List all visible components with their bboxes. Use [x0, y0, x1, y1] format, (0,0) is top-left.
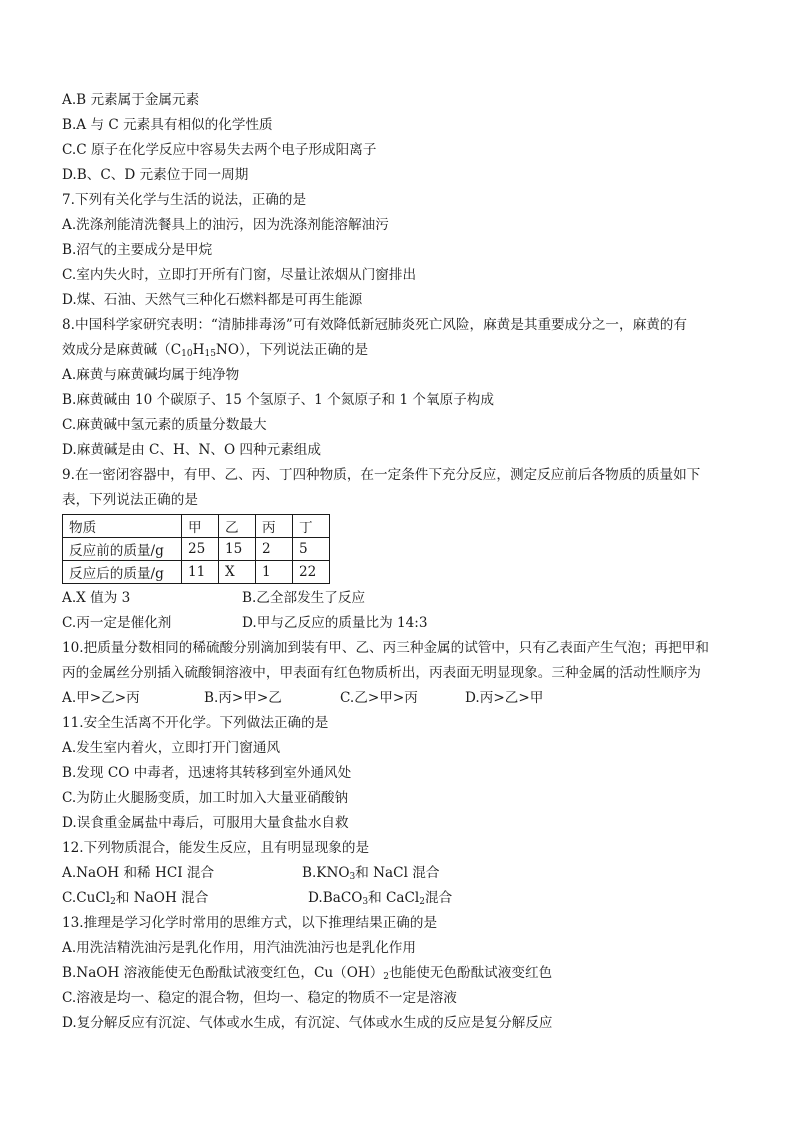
q13-stem: 13.推理是学习化学时常用的思维方式，以下推理结果正确的是 — [62, 915, 438, 931]
q13-option-b: B.NaOH 溶液能使无色酚酞试液变红色，$Cu(OH)_2$也能使无色酚酞试液变红色 — [62, 965, 553, 982]
q8-stem-line1: 8.中国科学家研究表明：“清肺排毒汤”可有效降低新冠肺炎死亡风险，麻黄是其重要成分之一，麻黄的有 — [62, 317, 687, 333]
q12-option-d: D.BaCO$_3$和 CaCl$_2$混合 — [308, 890, 453, 907]
table-cell: 丙 — [256, 515, 293, 538]
q12-option-c: C.CuCl$_2$和 NaOH 混合 — [62, 890, 209, 907]
q10-option-a: A.甲>乙>丙 — [62, 690, 140, 706]
table-cell: 甲 — [182, 515, 219, 538]
q7-option-d: D.煤、石油、天然气三种化石燃料都是可再生能源 — [62, 292, 363, 308]
table-cell: 1 — [256, 561, 293, 584]
table-cell: X — [219, 561, 256, 584]
q11-option-d: D.误食重金属盐中毒后，可服用大量食盐水自救 — [62, 815, 349, 831]
table-row — [63, 538, 330, 561]
q12-option-a: A.NaOH 和稀 HCI 混合 — [62, 865, 215, 881]
q7-option-b: B.沼气的主要成分是甲烷 — [62, 242, 213, 258]
q13-option-c: C.溶液是均一、稳定的混合物，但均一、稳定的物质不一定是溶液 — [62, 990, 457, 1006]
q9-options-row2 — [62, 611, 742, 636]
exam-page — [62, 88, 742, 1036]
q9-option-a: A.X 值为 3 — [62, 590, 131, 606]
q8-option-c: C.麻黄碱中氢元素的质量分数最大 — [62, 417, 267, 433]
q12-stem: 12.下列物质混合，能发生反应，且有明显现象的是 — [62, 840, 370, 856]
q11-stem: 11.安全生活离不开化学。下列做法正确的是 — [62, 715, 329, 731]
q10-options — [62, 686, 742, 711]
table-cell: 2 — [256, 538, 293, 561]
q9-option-b: B.乙全部发生了反应 — [242, 590, 366, 606]
q8-option-d: D.麻黄碱是由 C、H、N、O 四种元素组成 — [62, 442, 321, 458]
q6-option-d: D.B、C、D 元素位于同一周期 — [62, 167, 249, 183]
table-cell: 22 — [293, 561, 330, 584]
q8-stem-line2: 效成分是麻黄碱$(C_{10}H_{15}NO)$，下列说法正确的是 — [62, 342, 369, 359]
q10-stem-line1: 10.把质量分数相同的稀硫酸分别滴加到装有甲、乙、丙三种金属的试管中，只有乙表面产生气泡；再把甲和 — [62, 640, 709, 656]
table-cell: 5 — [293, 538, 330, 561]
q9-stem-line1: 9.在一密闭容器中，有甲、乙、丙、丁四种物质，在一定条件下充分反应，测定反应前后各物质的质量如下 — [62, 467, 701, 483]
q11-option-c: C.为防止火腿肠变质，加工时加入大量亚硝酸钠 — [62, 790, 349, 806]
q9-mass-table — [62, 514, 330, 584]
q7-stem: 7.下列有关化学与生活的说法，正确的是 — [62, 192, 307, 208]
q13-option-a: A.用洗洁精洗油污是乳化作用，用汽油洗油污也是乳化作用 — [62, 940, 416, 956]
table-cell: 反应前的质量/g — [63, 538, 182, 561]
q7-option-a: A.洗涤剂能清洗餐具上的油污，因为洗涤剂能溶解油污 — [62, 217, 389, 233]
q11-option-a: A.发生室内着火，立即打开门窗通风 — [62, 740, 281, 756]
q12-options-row2 — [62, 886, 742, 911]
q11-option-b: B.发现 CO 中毒者，迅速将其转移到室外通风处 — [62, 765, 352, 781]
q10-stem-line2: 丙的金属丝分别插入硫酸铜溶液中，甲表面有红色物质析出，丙表面无明显现象。三种金属的活动性顺序为 — [62, 665, 701, 681]
q10-option-b: B.丙>甲>乙 — [204, 690, 282, 706]
q6-option-b: B.A 与 C 元素具有相似的化学性质 — [62, 117, 273, 133]
table-cell: 15 — [219, 538, 256, 561]
table-cell: 丁 — [293, 515, 330, 538]
q13-option-d: D.复分解反应有沉淀、气体或水生成，有沉淀、气体或水生成的反应是复分解反应 — [62, 1015, 553, 1031]
table-cell: 11 — [182, 561, 219, 584]
q9-option-c: C.丙一定是催化剂 — [62, 615, 172, 631]
q10-option-d: D.丙>乙>甲 — [465, 690, 544, 706]
q9-stem-line2: 表，下列说法正确的是 — [62, 492, 198, 508]
table-cell: 物质 — [63, 515, 182, 538]
q9-option-d: D.甲与乙反应的质量比为 14:3 — [242, 615, 428, 631]
table-header-row — [63, 515, 330, 538]
q6-option-c: C.C 原子在化学反应中容易失去两个电子形成阳离子 — [62, 142, 377, 158]
q12-options-row1 — [62, 861, 742, 886]
q7-option-c: C.室内失火时，立即打开所有门窗，尽量让浓烟从门窗排出 — [62, 267, 417, 283]
q6-option-a: A.B 元素属于金属元素 — [62, 92, 200, 108]
q8-option-a: A.麻黄与麻黄碱均属于纯净物 — [62, 367, 240, 383]
q8-option-b: B.麻黄碱由 10 个碳原子、15 个氢原子、1 个氮原子和 1 个氧原子构成 — [62, 392, 494, 408]
q10-option-c: C.乙>甲>丙 — [340, 690, 418, 706]
table-cell: 乙 — [219, 515, 256, 538]
table-row — [63, 561, 330, 584]
q12-option-b: $B.KNO_3$和 NaCl 混合 — [302, 865, 440, 882]
q9-options-row1 — [62, 586, 742, 611]
table-cell: 25 — [182, 538, 219, 561]
table-cell: 反应后的质量/g — [63, 561, 182, 584]
